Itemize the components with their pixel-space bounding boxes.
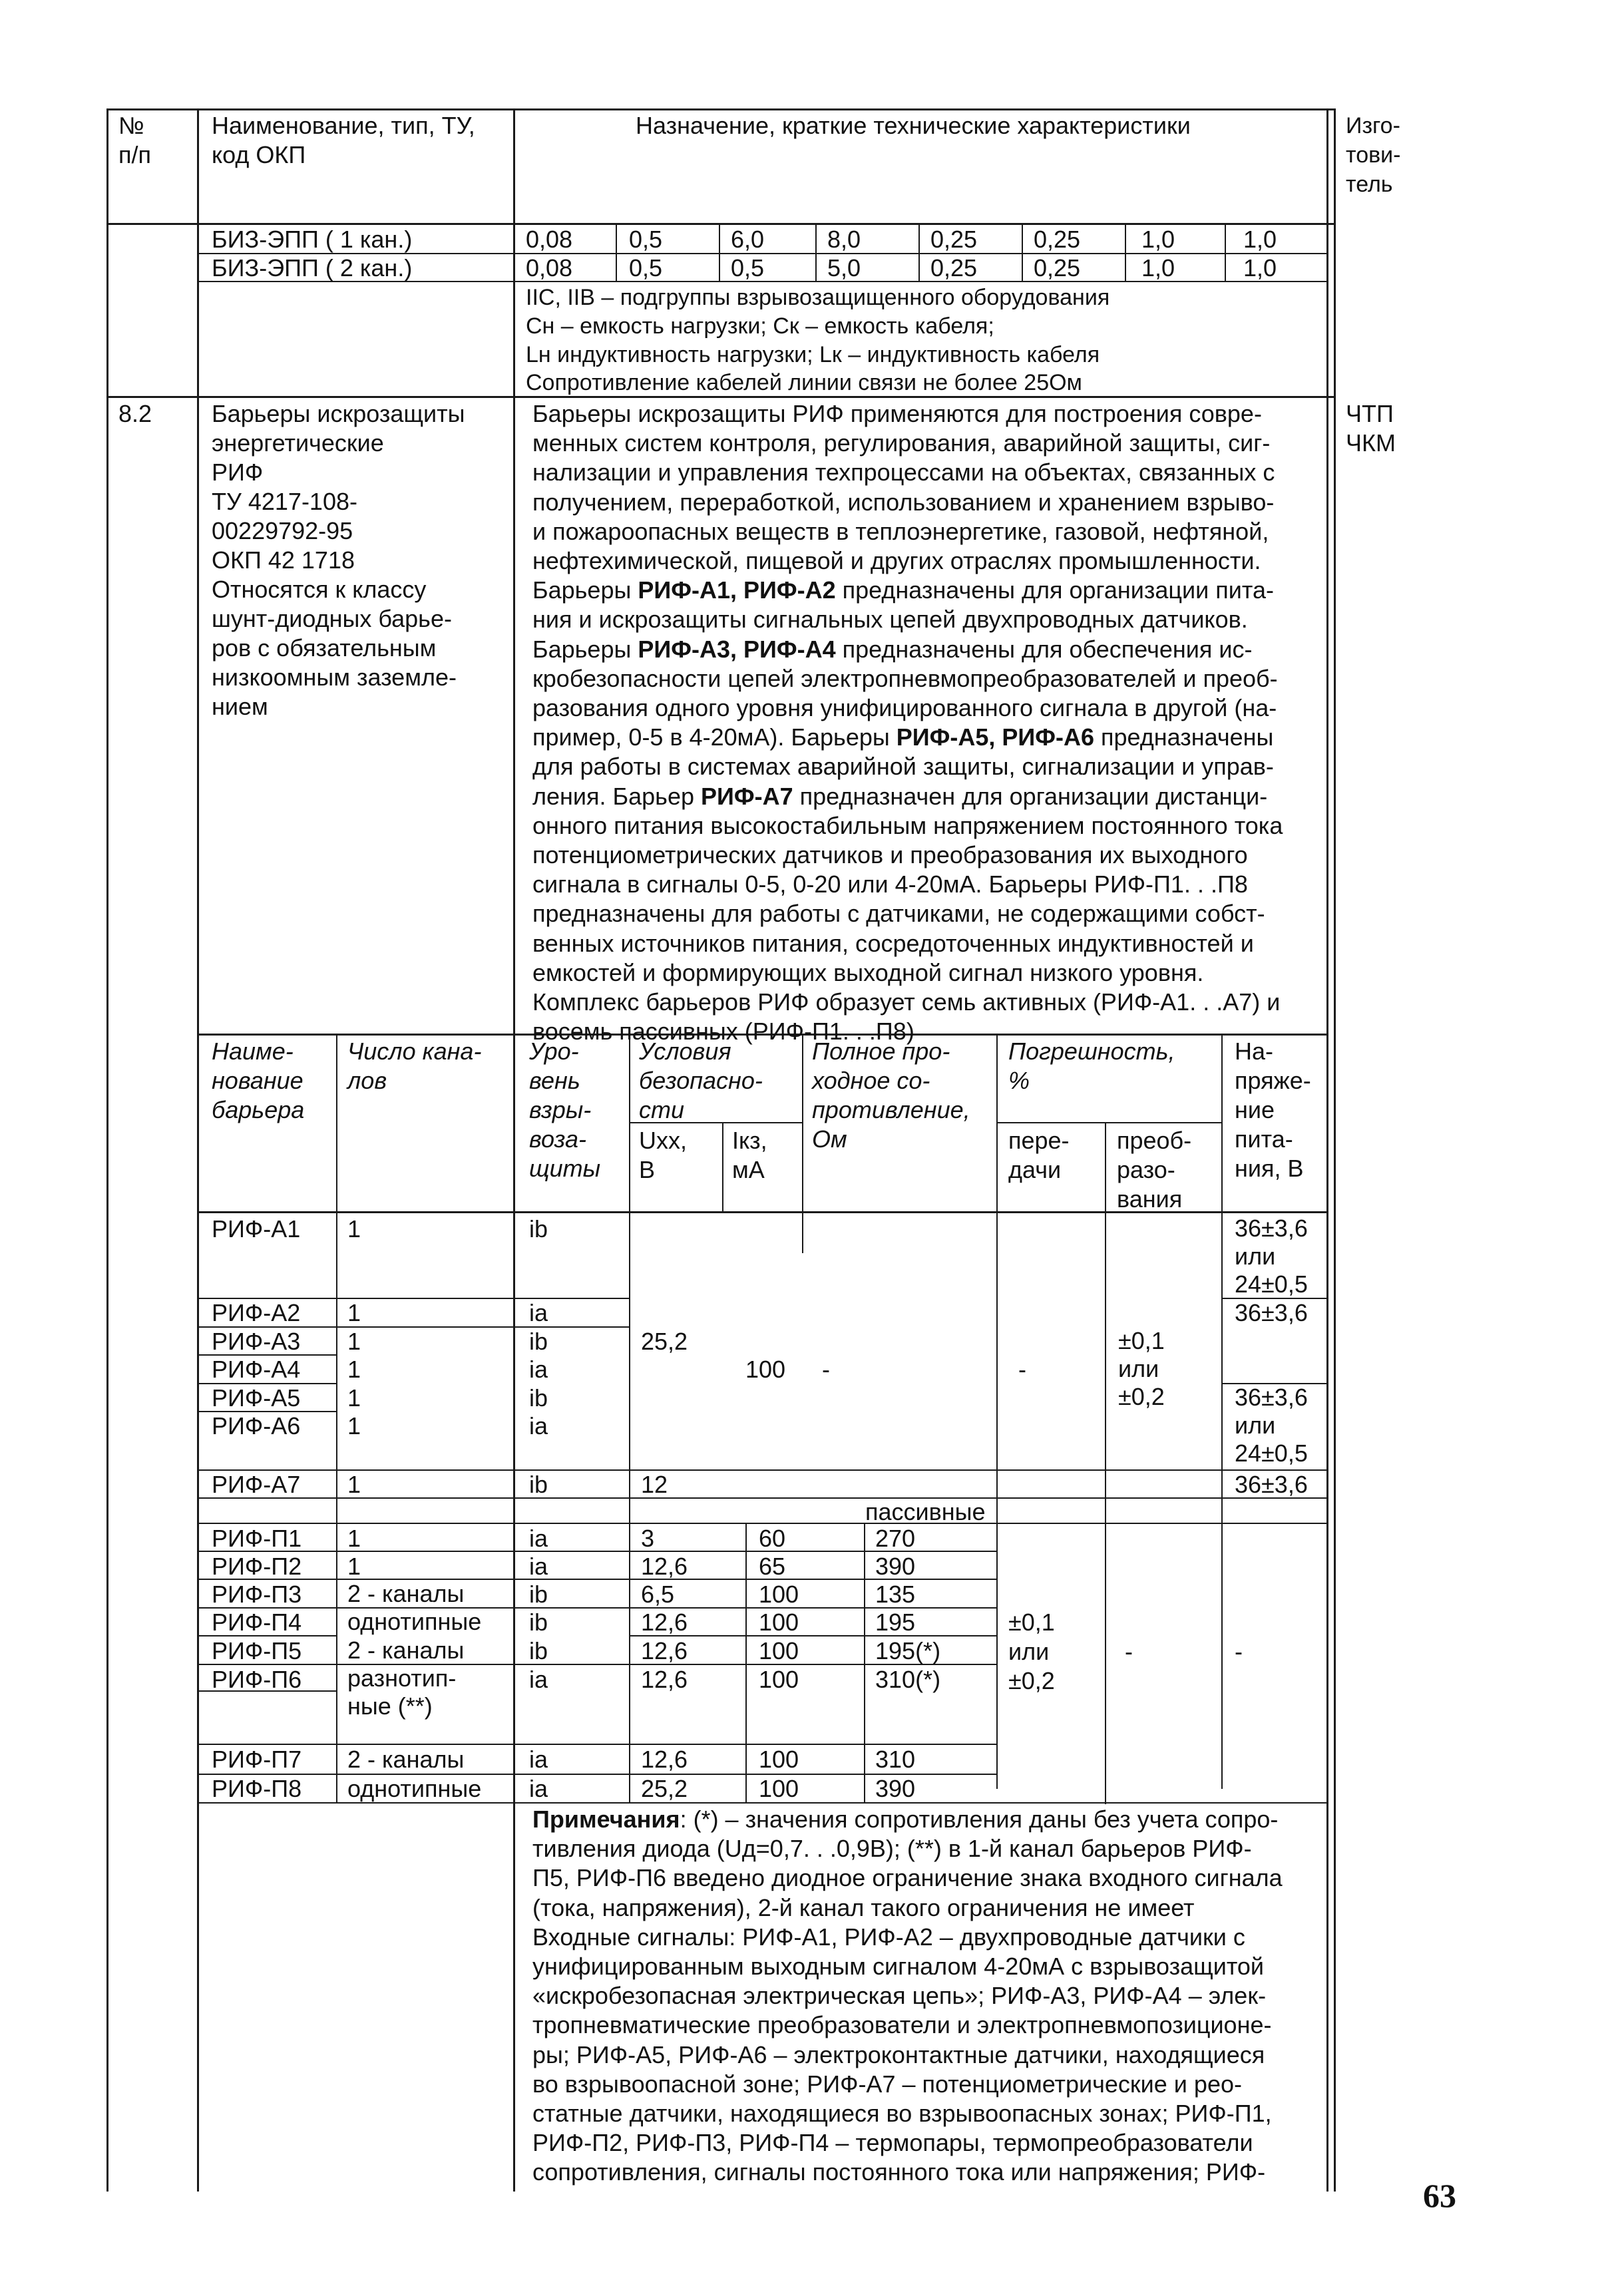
- table-row-channels: 1: [347, 1328, 361, 1355]
- table-row-level: ib: [529, 1609, 548, 1636]
- table-row-name: РИФ-П1: [212, 1525, 302, 1552]
- description-line: для работы в системах аварийной защиты, сигнализации и управ-: [532, 753, 1274, 781]
- notes-line: унифицированным выходным сигналом 4-20мА с взрывозащитой: [532, 1953, 1265, 1981]
- item-name-line: нием: [212, 693, 268, 720]
- rif-header-supply: На- пряже- ние пита- ния, В: [1235, 1038, 1311, 1182]
- item-name-line: шунт-диодных барье-: [212, 605, 452, 632]
- table-row-level: ia: [529, 1412, 548, 1439]
- notes-line: во взрывоопасной зоне; РИФ-А7 – потенциометрические и рео-: [532, 2070, 1242, 2098]
- ikz-cell: 100: [759, 1775, 799, 1802]
- error-transfer-cell: ±0,1 или ±0,2: [1008, 1609, 1055, 1694]
- biz-cell: 0,08: [526, 226, 573, 253]
- uxx-cell: 3: [641, 1525, 655, 1552]
- notes-line: П5, РИФ-П6 введено диодное ограничение знака входного сигнала: [532, 1864, 1283, 1892]
- notes-line: тивления диода (Uд=0,7. . .0,9В); (**) в 1-й канал барьеров РИФ-: [532, 1835, 1252, 1863]
- rif-header-name: Наиме- нование барьера: [212, 1038, 305, 1123]
- table-row-name: РИФ-А2: [212, 1299, 301, 1326]
- ikz-cell: 100: [759, 1666, 799, 1693]
- uxx-cell: 12,6: [641, 1553, 688, 1580]
- biz-cell: 1,0: [1141, 226, 1175, 253]
- notes-line: [532, 1805, 1324, 1834]
- table-row-channels: 1: [347, 1356, 361, 1383]
- table-row-name: РИФ-П4: [212, 1609, 302, 1636]
- description-line: получением, переработкой, использованием и хранением взрыво-: [532, 488, 1275, 516]
- biz-row-name: БИЗ-ЭПП ( 2 кан.): [212, 254, 413, 282]
- description-line: ния и искрозащиты сигнальных цепей двухпроводных датчиков.: [532, 606, 1248, 634]
- text-bold: РИФ-А5, РИФ-А6: [896, 723, 1094, 751]
- uxx-cell: 12,6: [641, 1746, 688, 1773]
- resistance-cell: 310: [875, 1746, 916, 1773]
- ikz-cell: 100: [745, 1356, 786, 1383]
- description-line: потенциометрических датчиков и преобразования их выходного: [532, 841, 1248, 869]
- table-row-channels: 1: [347, 1299, 361, 1326]
- table-row-name: РИФ-П5: [212, 1637, 302, 1664]
- resistance-cell: 310(*): [875, 1666, 941, 1693]
- item-name-line: ОКП 42 1718: [212, 546, 355, 574]
- item-name-line: низкоомным заземле-: [212, 664, 457, 691]
- text: Барьеры: [532, 576, 638, 604]
- rif-header-channels: Число кана- лов: [347, 1038, 482, 1094]
- text-bold: РИФ-А7: [700, 782, 793, 810]
- text: предназначены для обеспечения ис-: [835, 635, 1253, 663]
- table-row-channels: 1: [347, 1525, 361, 1552]
- notes-line: сопротивления, сигналы постоянного тока или напряжения; РИФ-: [532, 2158, 1266, 2186]
- description-line: нефтехимической, пищевой и других отраслях промышленности.: [532, 547, 1261, 575]
- table-row-level: ib: [529, 1328, 548, 1355]
- ikz-cell: 100: [759, 1581, 799, 1608]
- description-line: менных систем контроля, регулирования, аварийной защиты, сиг-: [532, 429, 1271, 457]
- biz-cell: 0,5: [629, 254, 663, 282]
- text: ления. Барьер: [532, 782, 701, 810]
- resistance-cell: 195: [875, 1609, 916, 1636]
- supply-cell: -: [1235, 1638, 1243, 1665]
- item-name-line: энергетические: [212, 429, 384, 457]
- text: предназначен для организации дистанци-: [793, 782, 1268, 810]
- table-row-name: РИФ-А7: [212, 1471, 301, 1498]
- rif-header-resistance: Полное про- ходное со- противление, Ом: [812, 1038, 970, 1153]
- description-line: кробезопасности цепей электропневмопреобразователей и преоб-: [532, 664, 1278, 692]
- table-row-channels: 1: [347, 1553, 361, 1580]
- item-maker-line: ЧТП: [1346, 400, 1394, 427]
- notes-line: (тока, напряжения), 2-й канал такого ограничения не имеет: [532, 1893, 1195, 1921]
- table-row-channels: 1: [347, 1412, 361, 1439]
- notes-line: РИФ-П2, РИФ-П3, РИФ-П4 – термопары, термопреобразователи: [532, 2129, 1253, 2157]
- resistance-cell: 270: [875, 1525, 916, 1552]
- table-row-level: ib: [529, 1581, 548, 1608]
- ikz-cell: 100: [759, 1637, 799, 1664]
- resistance-cell: 135: [875, 1581, 916, 1608]
- biz-cell: 0,25: [1034, 226, 1081, 253]
- notes: [532, 1805, 1324, 2188]
- description-line: Комплекс барьеров РИФ образует семь активных (РИФ-А1. . .А7) и: [532, 988, 1281, 1016]
- table-row-channels: 2 - каналы однотипные: [347, 1746, 482, 1802]
- biz-cell: 0,25: [1034, 254, 1081, 282]
- rif-header-safety: Условия безопасно- сти: [639, 1038, 763, 1123]
- description-line: восемь пассивных (РИФ-П1. . .П8): [532, 1018, 914, 1046]
- supply-cell: 36±3,6: [1235, 1471, 1308, 1498]
- rif-header-error: Погрешность, %: [1008, 1038, 1175, 1094]
- biz-note: IIC, IIB – подгруппы взрывозащищенного оборудования: [526, 285, 1110, 310]
- item-name-line: Относятся к классу: [212, 576, 427, 603]
- error-transfer-cell: -: [1018, 1356, 1026, 1383]
- table-row-level: ib: [529, 1471, 548, 1498]
- item-number: 8.2: [118, 400, 152, 427]
- table-row-channels: 2 - каналы разнотип- ные (**): [347, 1636, 465, 1720]
- text-bold: РИФ-А3, РИФ-А4: [638, 635, 836, 663]
- item-maker: [1346, 399, 1396, 458]
- uxx-cell: 6,5: [641, 1581, 675, 1608]
- header-num: № п/п: [118, 112, 151, 168]
- biz-cell: 1,0: [1243, 254, 1277, 282]
- biz-cell: 0,08: [526, 254, 573, 282]
- rif-header-uxx: Uхх, В: [639, 1127, 687, 1183]
- notes-line: «искробезопасная электрическая цепь»; РИФ-А3, РИФ-А4 – элек-: [532, 1982, 1267, 2010]
- ikz-cell: 65: [759, 1553, 786, 1580]
- table-row-name: РИФ-П3: [212, 1581, 302, 1608]
- passive-label: пассивные: [865, 1498, 986, 1525]
- table-row-channels: 1: [347, 1384, 361, 1412]
- table-row-level: ib: [529, 1637, 548, 1664]
- biz-cell: 1,0: [1141, 254, 1175, 282]
- text: предназначены: [1094, 723, 1274, 751]
- supply-cell: 36±3,6 или 24±0,5: [1235, 1215, 1308, 1298]
- description-line: [532, 576, 1324, 605]
- description-line: предназначены для работы с датчиками, не содержащими собст-: [532, 900, 1265, 928]
- text: предназначены для организации пита-: [835, 576, 1274, 604]
- biz-cell: 8,0: [827, 226, 861, 253]
- resistance-cell: 390: [875, 1775, 916, 1802]
- item-description: [532, 399, 1324, 1046]
- table-row-level: ia: [529, 1775, 548, 1802]
- item-maker-line: ЧКМ: [1346, 429, 1396, 457]
- table-row-name: РИФ-П8: [212, 1775, 302, 1802]
- biz-note: Lн индуктивность нагрузки; Lк – индуктивность кабеля: [526, 342, 1100, 367]
- item-name-line: РИФ: [212, 459, 264, 486]
- table-row-level: ia: [529, 1746, 548, 1773]
- text: : (*) – значения сопротивления даны без учета сопро-: [680, 1806, 1279, 1833]
- description-line: [532, 782, 1324, 811]
- ikz-cell: 100: [759, 1746, 799, 1773]
- table-row-channels: 1: [347, 1215, 361, 1243]
- description-line: [532, 723, 1324, 752]
- biz-row-name: БИЗ-ЭПП ( 1 кан.): [212, 226, 413, 253]
- ikz-cell: 60: [759, 1525, 786, 1552]
- uxx-cell: 25,2: [641, 1775, 688, 1802]
- table-row-name: РИФ-А5: [212, 1384, 301, 1412]
- header-purpose: Назначение, краткие технические характеристики: [636, 112, 1191, 139]
- description-line: онного питания высокостабильным напряжением постоянного тока: [532, 811, 1283, 839]
- notes-line: тропневматические преобразователи и электропневмопозиционе-: [532, 2011, 1272, 2039]
- biz-cell: 6,0: [731, 226, 765, 253]
- description-line: сигнала в сигналы 0-5, 0-20 или 4-20мА. Барьеры РИФ-П1. . .П8: [532, 870, 1248, 898]
- table-row-channels: 2 - каналы однотипные: [347, 1580, 482, 1635]
- page-number: 63: [1423, 2177, 1456, 2214]
- item-name: [212, 399, 465, 721]
- description-line: разования одного уровня унифицированного сигнала в другой (на-: [532, 694, 1277, 722]
- resistance-cell: -: [822, 1356, 830, 1383]
- item-name-line: 00229792-95: [212, 517, 353, 544]
- uxx-cell: 12,6: [641, 1637, 688, 1664]
- error-conversion-cell: ±0,1 или ±0,2: [1118, 1327, 1165, 1410]
- item-name-line: ров с обязательным: [212, 634, 437, 662]
- table-row-level: ia: [529, 1356, 548, 1383]
- biz-cell: 0,5: [731, 254, 765, 282]
- supply-cell: 36±3,6 или 24±0,5: [1235, 1384, 1308, 1467]
- biz-cell: 0,5: [629, 226, 663, 253]
- notes-title: Примечания: [532, 1806, 680, 1833]
- table-row-name: РИФ-П6: [212, 1666, 302, 1693]
- table-row-level: ib: [529, 1215, 548, 1243]
- description-line: Барьеры искрозащиты РИФ применяются для построения совре-: [532, 400, 1262, 427]
- resistance-cell: 390: [875, 1553, 916, 1580]
- text: пример, 0-5 в 4-20мА). Барьеры: [532, 723, 897, 751]
- item-name-line: Барьеры искрозащиты: [212, 400, 465, 427]
- biz-cell: 0,25: [930, 226, 978, 253]
- table-row-name: РИФ-П2: [212, 1553, 302, 1580]
- supply-cell: 36±3,6: [1235, 1299, 1308, 1326]
- table-row-level: ia: [529, 1525, 548, 1552]
- table-row-level: ia: [529, 1299, 548, 1326]
- description-line: [532, 635, 1324, 664]
- table-row-name: РИФ-П7: [212, 1746, 302, 1773]
- biz-cell: 5,0: [827, 254, 861, 282]
- table-row-name: РИФ-А1: [212, 1215, 301, 1243]
- error-conversion-cell: -: [1125, 1638, 1133, 1665]
- notes-line: статные датчики, находящиеся во взрывоопасных зонах; РИФ-П1,: [532, 2100, 1272, 2128]
- rif-header-error-conversion: преоб- разо- вания: [1117, 1127, 1192, 1213]
- notes-line: ры; РИФ-А5, РИФ-А6 – электроконтактные датчики, находящиеся: [532, 2040, 1265, 2068]
- biz-cell: 0,25: [930, 254, 978, 282]
- header-maker: Изго- тови- тель: [1346, 113, 1401, 197]
- table-row-name: РИФ-А4: [212, 1356, 301, 1383]
- uxx-cell: 12,6: [641, 1609, 688, 1636]
- table-row-name: РИФ-А6: [212, 1412, 301, 1439]
- description-line: и пожароопасных веществ в теплоэнергетике, газовой, нефтяной,: [532, 517, 1269, 545]
- table-row-level: ib: [529, 1384, 548, 1412]
- rif-header-ikz: Iкз, мА: [732, 1127, 767, 1183]
- resistance-cell: 195(*): [875, 1637, 941, 1664]
- item-name-line: ТУ 4217-108-: [212, 488, 357, 515]
- biz-note: Сопротивление кабелей линии связи не более 25Ом: [526, 370, 1082, 395]
- table-row-level: ia: [529, 1666, 548, 1693]
- rif-header-error-transfer: пере- дачи: [1008, 1127, 1070, 1183]
- table-row-name: РИФ-А3: [212, 1328, 301, 1355]
- biz-note: Сн – емкость нагрузки; Ск – емкость кабеля;: [526, 313, 994, 339]
- description-line: емкостей и формирующих выходной сигнал низкого уровня.: [532, 958, 1204, 986]
- uxx-cell: 12: [641, 1471, 668, 1498]
- description-line: нализации и управления техпроцессами на объектах, связанных с: [532, 459, 1275, 486]
- description-line: венных источников питания, сосредоточенных индуктивностей и: [532, 929, 1254, 957]
- table-row-channels: 1: [347, 1471, 361, 1498]
- text-bold: РИФ-А1, РИФ-А2: [638, 576, 836, 604]
- biz-cell: 1,0: [1243, 226, 1277, 253]
- ikz-cell: 100: [759, 1609, 799, 1636]
- table-row-level: ia: [529, 1553, 548, 1580]
- uxx-cell: 12,6: [641, 1666, 688, 1693]
- header-name: Наименование, тип, ТУ, код ОКП: [212, 112, 475, 168]
- text: Барьеры: [532, 635, 638, 663]
- uxx-cell: 25,2: [641, 1328, 688, 1355]
- notes-line: Входные сигналы: РИФ-А1, РИФ-А2 – двухпроводные датчики с: [532, 1923, 1245, 1951]
- rif-header-level: Уро- вень взры- воза- щиты: [529, 1038, 601, 1182]
